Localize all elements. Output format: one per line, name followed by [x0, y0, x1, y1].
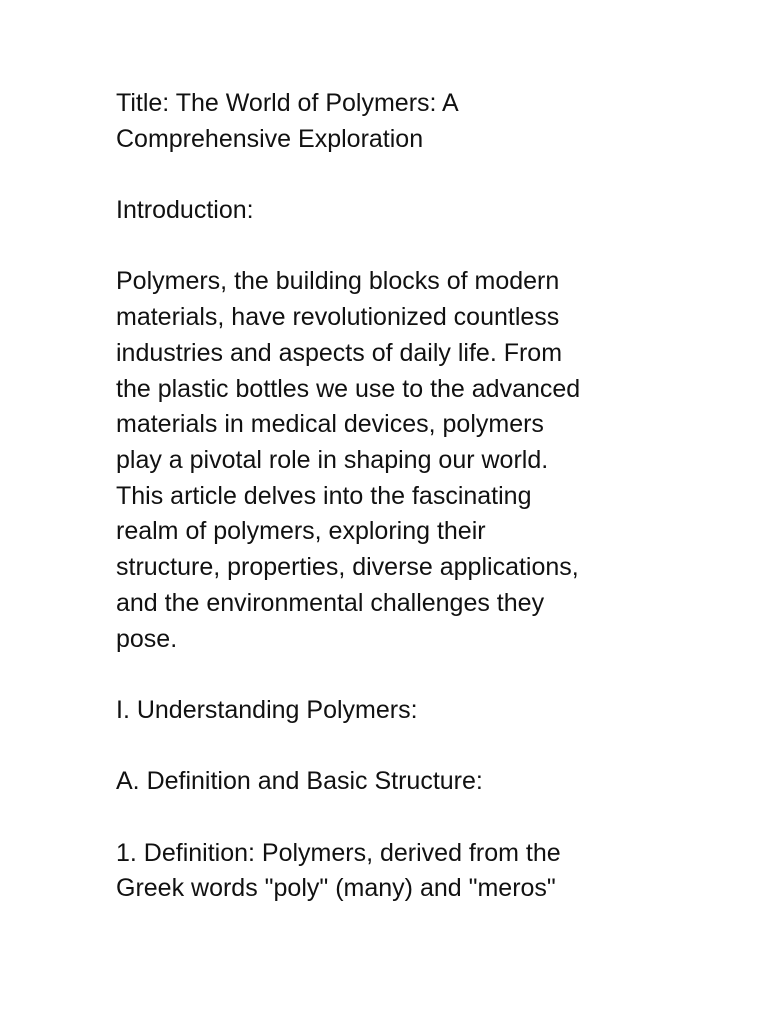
subsection-heading: A. Definition and Basic Structure:: [116, 767, 483, 796]
introduction-paragraph: Polymers, the building blocks of modern materials, have revolutionized countless industries and aspects of daily life. From the plastic bottles we use to the advanced materials in medical devices, polymers play a pivotal role in shaping our world. This article delves into the fascinating realm of polymers, exploring their structure, properties, diverse applications, and the environmental challenges they pose.: [116, 267, 581, 653]
paragraph-spacer: [116, 800, 676, 836]
list-item-definition: 1. Definition: Polymers, derived from the Greek words "poly" (many) and "meros": [116, 838, 561, 903]
paragraph-spacer: [116, 729, 676, 765]
section-heading: I. Understanding Polymers:: [116, 695, 418, 724]
paragraph-spacer: [116, 229, 676, 265]
document-body: [116, 86, 676, 907]
introduction-heading: Introduction:: [116, 196, 254, 225]
paragraph-spacer: [116, 657, 676, 693]
paragraph-spacer: [116, 157, 676, 193]
document-title: Title: The World of Polymers: A Comprehensive Exploration: [116, 89, 459, 153]
